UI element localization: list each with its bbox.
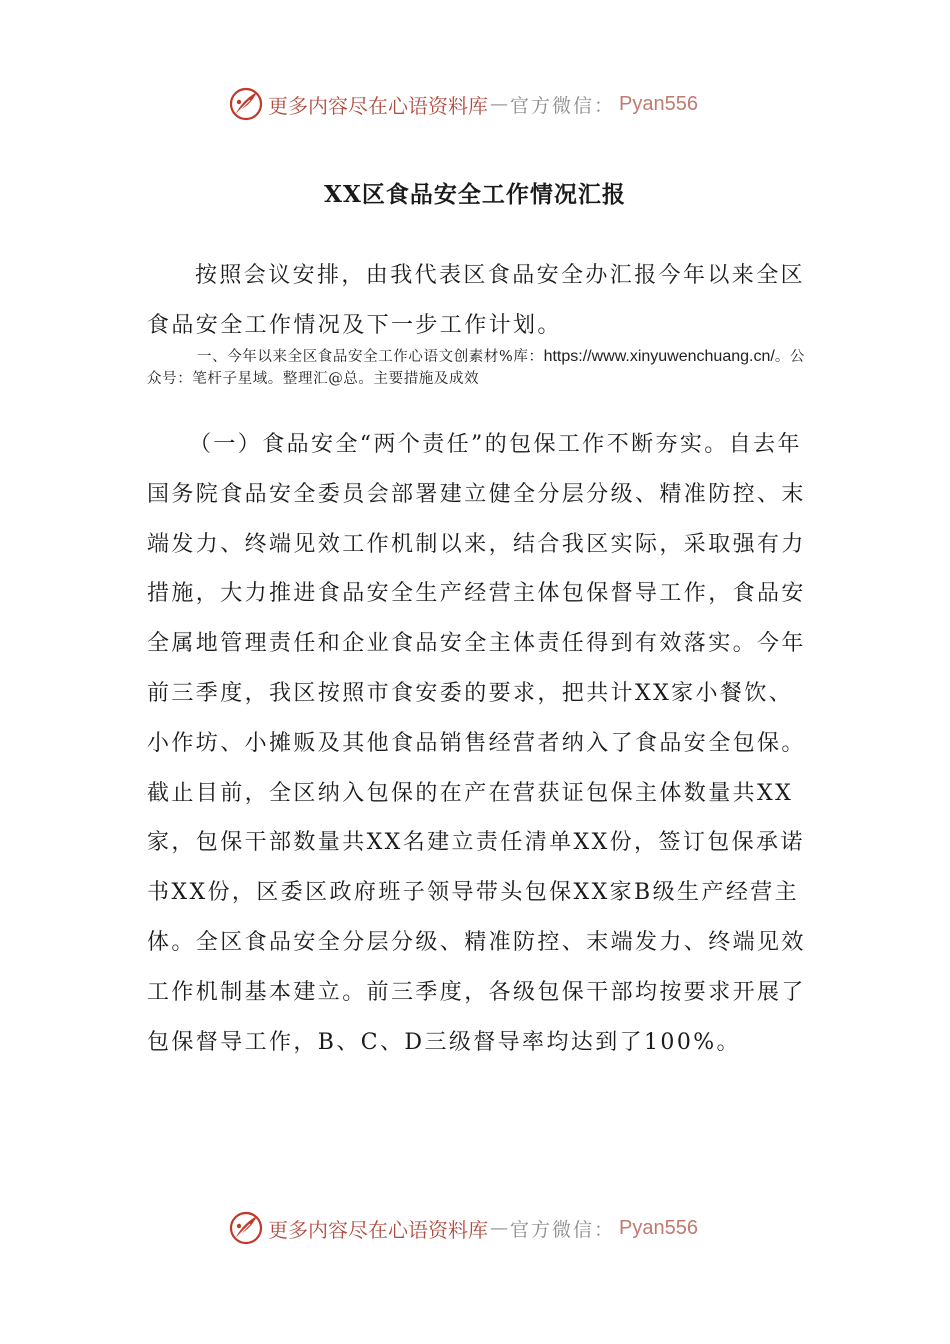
watermark-official-label: 官方微信： — [510, 94, 616, 117]
document-title: XX区食品安全工作情况汇报 — [324, 181, 626, 208]
watermark-site-text: 更多内容尽在心语资料库 — [268, 93, 488, 118]
watermark-footer — [228, 1208, 698, 1248]
watermark-separator: — — [490, 1217, 508, 1239]
watermark-site-text: 更多内容尽在心语资料库 — [268, 1217, 488, 1242]
watermark-header — [228, 84, 698, 124]
body-paragraph: （一）食品安全“两个责任”的包保工作不断夯实。自去年国务院食品安全委员会部署建立健全分层分级、精准防控、末端发力、终端见效工作机制以来，结合我区实际，采取强有力措施，大力推进食品安全生产经营主体包保督导工作，食品安全属地管理责任和企业食品安全主体责任得到有效落实。今年前三季度，我区按照市食安委的要求，把共计XX家小餐饮、小作坊、小摊贩及其他食品销售经营者纳入了食品安全包保。截止目前，全区纳入包保的在产在营获证包保主体数量共XX家，包保干部数量共XX名建立责任清单XX份，签订包保承诺书XX份，区委区政府班子领导带头包保XX家B级生产经营主体。全区食品安全分层分级、精准防控、末端发力、终端见效工作机制基本建立。前三季度，各级包保干部均按要求开展了包保督导工作，B、C、D三级督导率均达到了100%。 — [147, 432, 806, 1055]
quill-logo-icon — [228, 1210, 264, 1246]
section-note-suffix: 。公众号：笔杆子星域。整理汇@总。主要措施及成效 — [147, 349, 806, 387]
watermark-official-label: 官方微信： — [510, 1218, 616, 1241]
section-note-url: https://www.xinyuwenchuang.cn/ — [543, 348, 775, 365]
quill-logo-icon — [228, 86, 264, 122]
watermark-separator: — — [490, 93, 508, 115]
watermark-wechat-id: Pyan556 — [619, 1216, 698, 1239]
section-note-prefix: 一、今年以来全区食品安全工作心语文创素材%库： — [197, 349, 544, 365]
watermark-wechat-id: Pyan556 — [619, 92, 698, 115]
section-note — [147, 346, 807, 390]
intro-paragraph: 按照会议安排，由我代表区食品安全办汇报今年以来全区食品安全工作情况及下一步工作计划。 — [147, 263, 806, 338]
